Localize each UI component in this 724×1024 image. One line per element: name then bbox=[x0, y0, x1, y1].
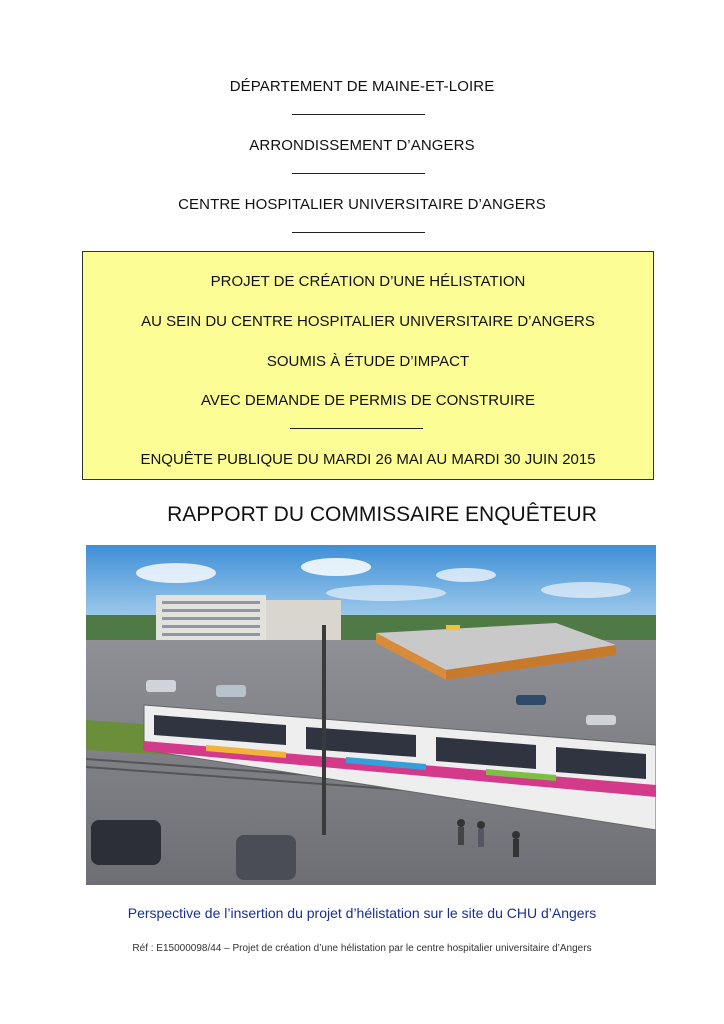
public-inquiry-dates: ENQUÊTE PUBLIQUE DU MARDI 26 MAI AU MARDI 30 JUIN 2015 bbox=[140, 451, 596, 468]
project-separator bbox=[290, 428, 423, 429]
project-title: PROJET DE CRÉATION D’UNE HÉLISTATION bbox=[210, 273, 526, 290]
header-separator-1 bbox=[292, 114, 425, 115]
project-impact-study: SOUMIS À ÉTUDE D’IMPACT bbox=[266, 353, 470, 370]
header-separator-2 bbox=[292, 173, 425, 174]
header-department: DÉPARTEMENT DE MAINE-ET-LOIRE bbox=[229, 78, 495, 95]
header-separator-3 bbox=[292, 232, 425, 233]
project-location: AU SEIN DU CENTRE HOSPITALIER UNIVERSITAIRE D’ANGERS bbox=[141, 313, 595, 330]
project-permit: AVEC DEMANDE DE PERMIS DE CONSTRUIRE bbox=[201, 392, 535, 409]
header-arrondissement: ARRONDISSEMENT D’ANGERS bbox=[249, 137, 475, 154]
header-hospital: CENTRE HOSPITALIER UNIVERSITAIRE D’ANGERS bbox=[178, 196, 546, 213]
perspective-image bbox=[86, 545, 656, 885]
report-title: RAPPORT DU COMMISSAIRE ENQUÊTEUR bbox=[167, 503, 597, 526]
project-box bbox=[82, 251, 654, 480]
footer-reference: Réf : E15000098/44 – Projet de création d’une hélistation par le centre hospitalier universitaire d’Angers bbox=[132, 943, 592, 954]
figure-caption: Perspective de l’insertion du projet d’hélistation sur le site du CHU d’Angers bbox=[127, 905, 597, 921]
